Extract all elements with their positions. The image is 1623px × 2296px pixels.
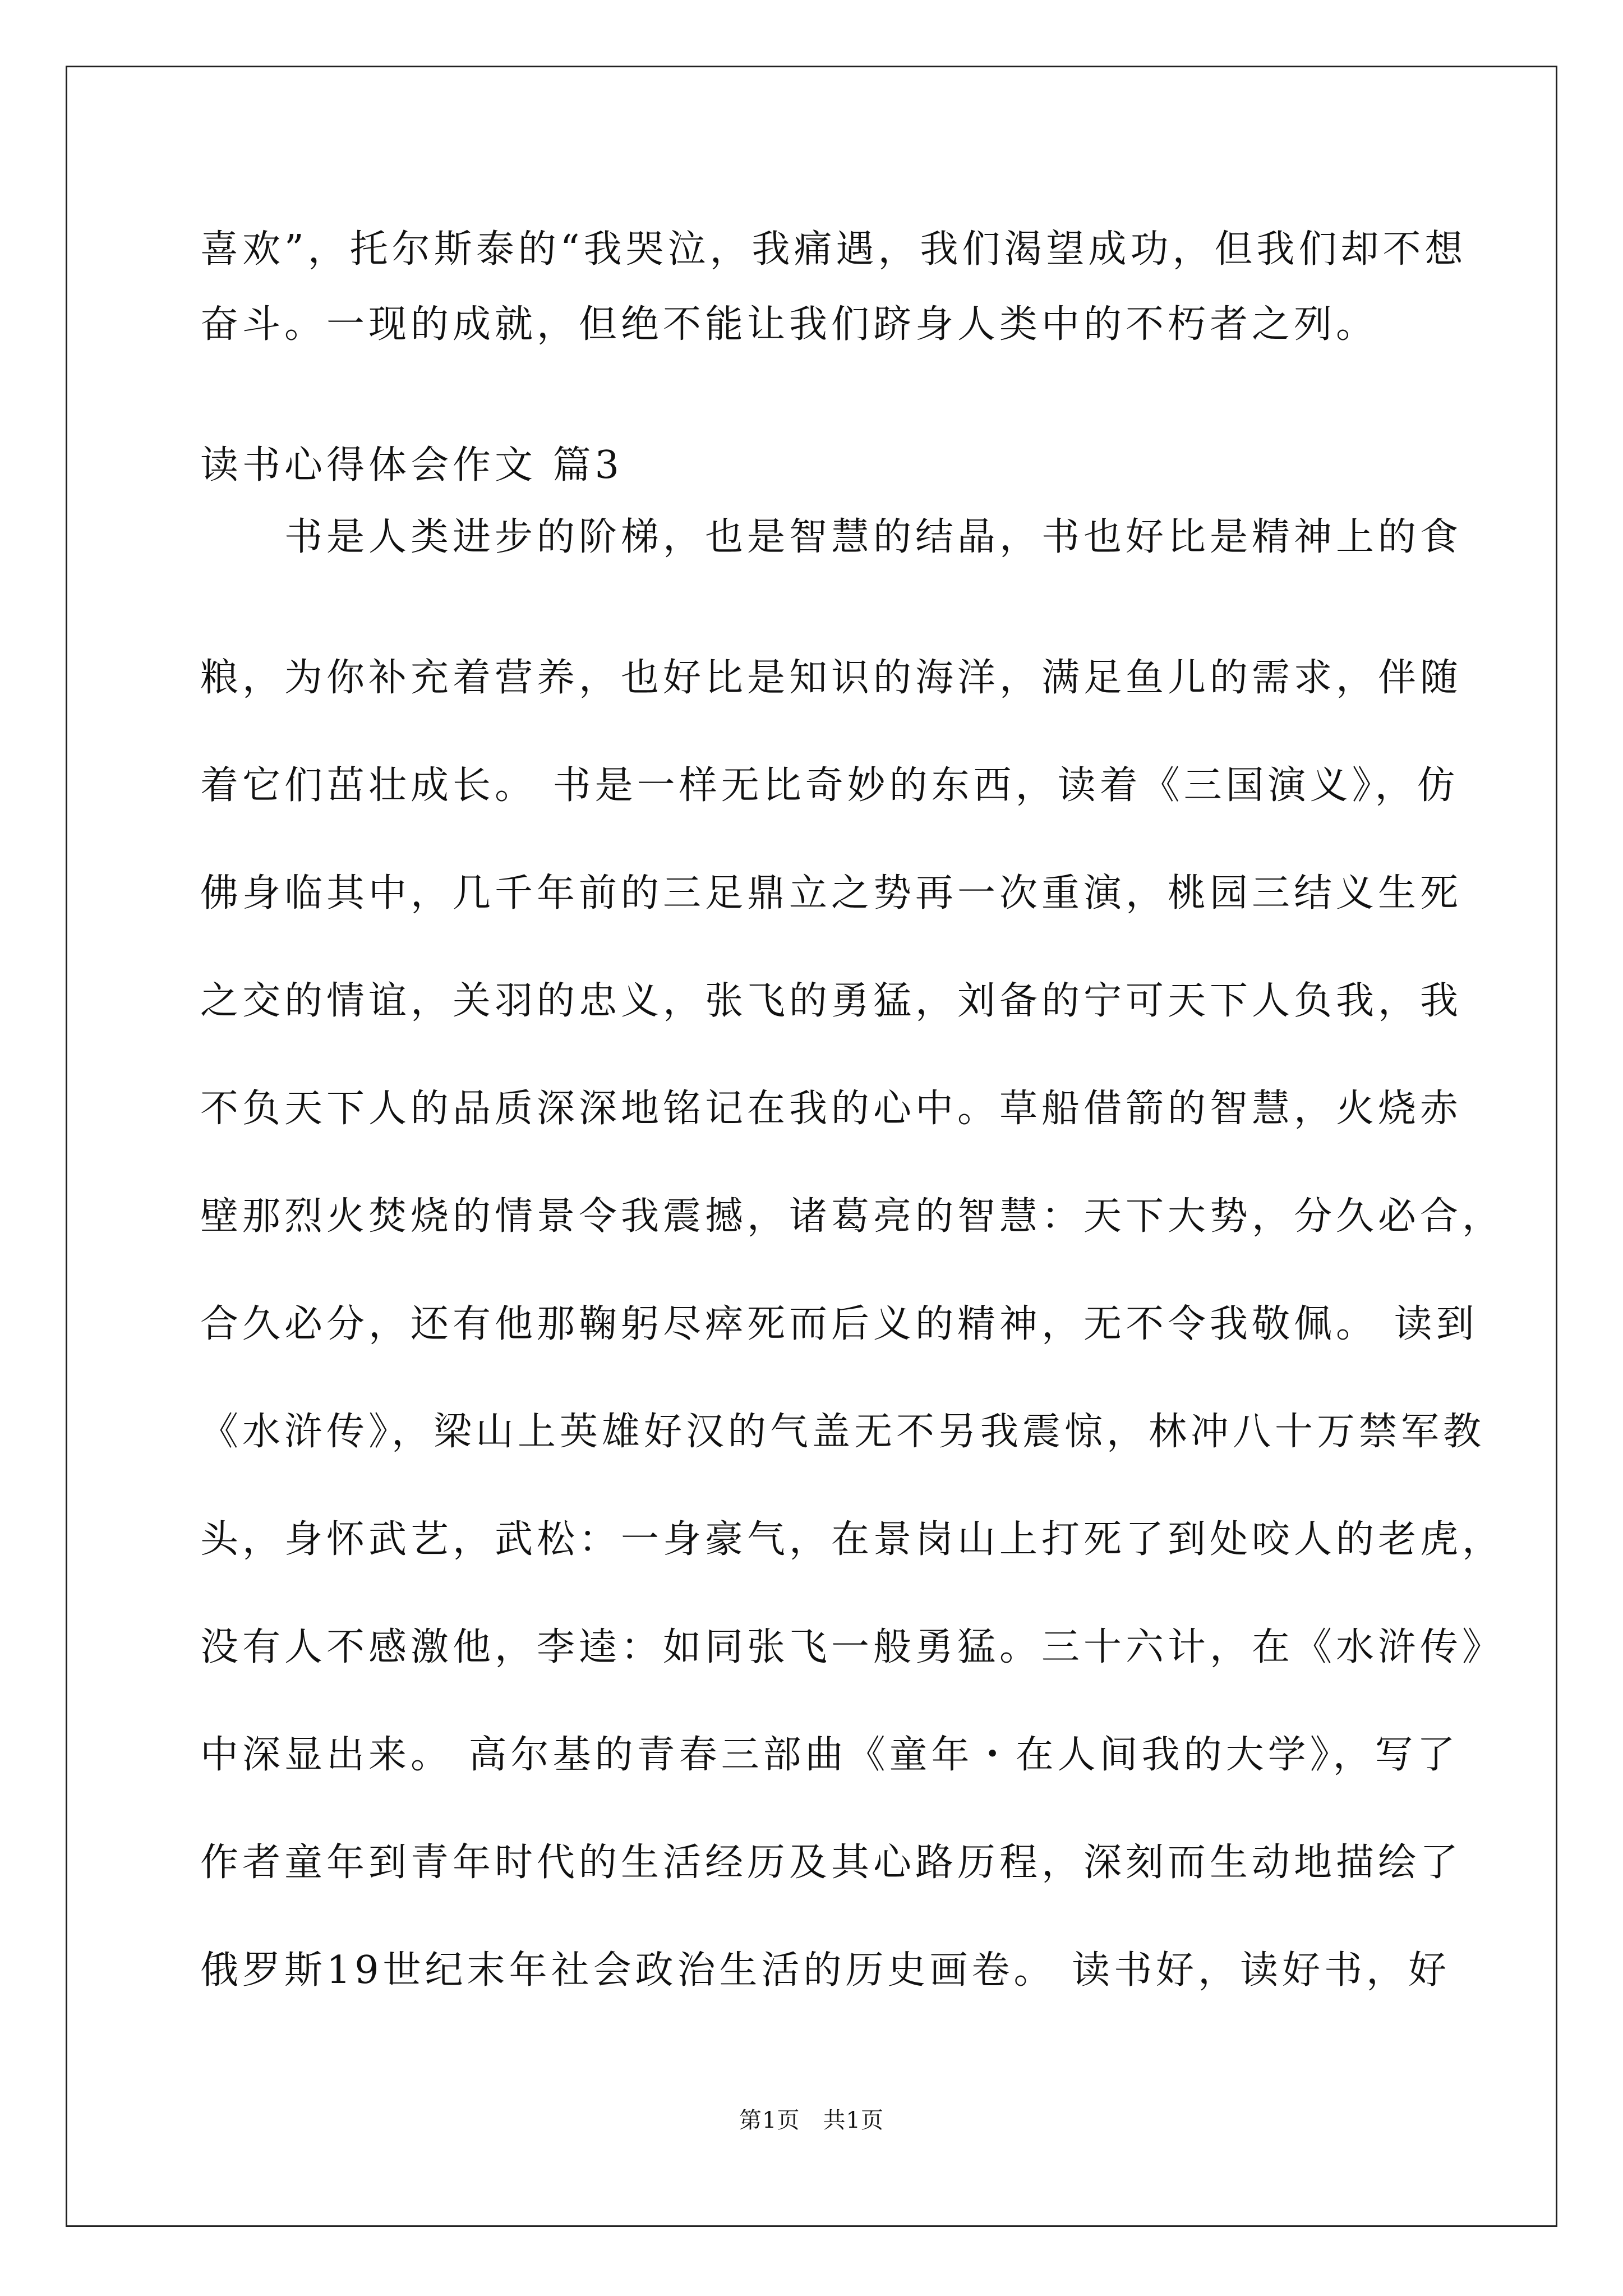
text-line: 中深显出来。 高尔基的青春三部曲《童年・在人间我的大学》，写了 bbox=[200, 1733, 1459, 1777]
text-line: 壁那烈火焚烧的情景令我震撼，诸葛亮的智慧：天下大势，分久必合， bbox=[200, 1194, 1505, 1239]
text-line: 俄罗斯19世纪末年社会政治生活的历史画卷。 读书好，读好书，好 bbox=[200, 1948, 1451, 1993]
text-line: 作者童年到青年时代的生活经历及其心路历程，深刻而生动地描绘了 bbox=[200, 1841, 1463, 1885]
section-heading: 读书心得体会作文 篇3 bbox=[200, 443, 623, 487]
text-line: 喜欢”，托尔斯泰的“我哭泣，我痛遇，我们渴望成功，但我们却不想 bbox=[200, 227, 1467, 272]
text-line: 合久必分，还有他那鞠躬尽瘁死而后义的精神，无不令我敬佩。 读到 bbox=[200, 1302, 1478, 1346]
text-line: 粮，为你补充着营养，也好比是知识的海洋，满足鱼儿的需求，伴随 bbox=[200, 656, 1463, 700]
page-number: 第1页 共1页 bbox=[739, 2108, 884, 2133]
page-border bbox=[66, 66, 1557, 2227]
text-line: 没有人不感激他，李逵：如同张飞一般勇猛。三十六计，在《水浒传》 bbox=[200, 1625, 1505, 1669]
text-line: 不负天下人的品质深深地铭记在我的心中。草船借箭的智慧，火烧赤 bbox=[200, 1087, 1463, 1131]
text-line: 书是人类进步的阶梯，也是智慧的结晶，书也好比是精神上的食 bbox=[200, 515, 1463, 559]
text-line: 《水浒传》，梁山上英雄好汉的气盖无不另我震惊，林冲八十万禁军教 bbox=[200, 1410, 1486, 1454]
text-line: 之交的情谊，关羽的忠义，张飞的勇猛，刘备的宁可天下人负我，我 bbox=[200, 979, 1463, 1023]
text-line: 头，身怀武艺，武松：一身豪气，在景岗山上打死了到处咬人的老虎， bbox=[200, 1517, 1505, 1562]
text-line: 佛身临其中，几千年前的三足鼎立之势再一次重演，桃园三结义生死 bbox=[200, 871, 1463, 915]
text-line: 着它们茁壮成长。 书是一样无比奇妙的东西，读着《三国演义》，仿 bbox=[200, 763, 1459, 808]
text-line: 奋斗。一现的成就，但绝不能让我们跻身人类中的不朽者之列。 bbox=[200, 302, 1378, 347]
